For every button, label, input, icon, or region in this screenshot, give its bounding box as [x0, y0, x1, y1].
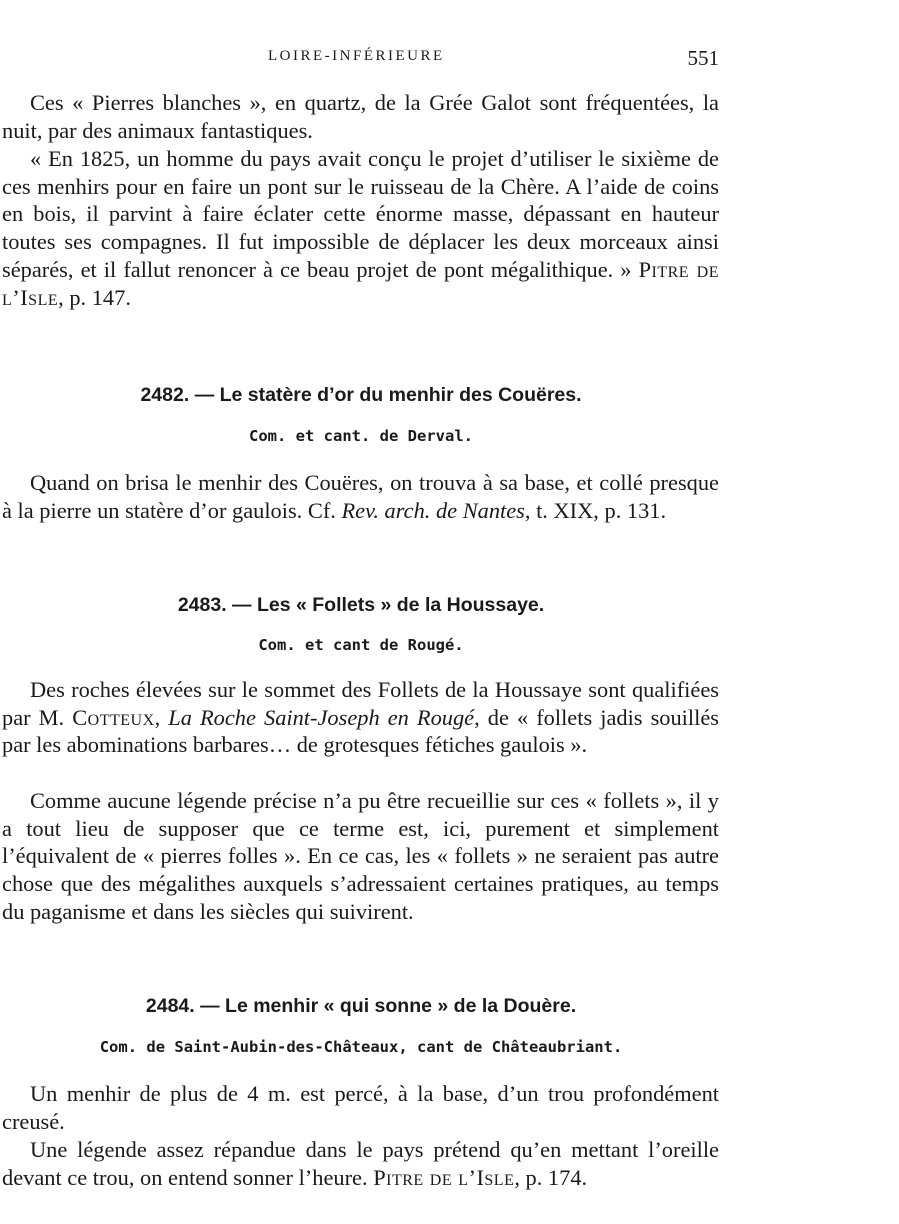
entry-2484-reference: , p. 174.: [514, 1164, 588, 1190]
entry-2484-heading: [0, 995, 722, 1018]
intro-paragraph-1-text: Ces « Pierres blanches », en quartz, de la Grée Galot sont fréquentées, la nuit, par des animaux fantastiques.: [2, 90, 719, 143]
running-head: [0, 46, 899, 74]
entry-title: — Le menhir « qui sonne » de la Douère.: [200, 995, 577, 1017]
entry-2482-paragraph-1: [2, 469, 719, 524]
entry-number: 2482.: [140, 384, 190, 406]
entry-2482-source-title: Rev. arch. de Nantes: [341, 497, 525, 523]
entry-2483-heading: [0, 594, 722, 617]
intro-reference: , p. 147.: [58, 284, 131, 310]
entry-2484-paragraph-2: [2, 1136, 719, 1191]
intro-paragraph-2: [2, 145, 719, 311]
intro-quote-text: « En 1825, un homme du pays avait conçu le projet d’utiliser le sixième de ces menhirs pour en faire un pont sur le ruisseau de la Chère. A l’aide de coins en bois, il parvint à faire éclater cette énorme masse, dépassant en hauteur toutes ses compagnes. Il fut impossible de déplacer les deux morceaux ainsi séparés, et il fallut renoncer à ce beau projet de pont mégalithique. »: [2, 146, 719, 282]
entry-2482-location: Com. et cant. de Derval.: [249, 427, 473, 445]
entry-2484-paragraph-1-text: Un menhir de plus de 4 m. est percé, à la base, d’un trou profondément creusé.: [2, 1081, 719, 1134]
entry-2483-author: Cotteux: [72, 704, 155, 730]
entry-2483-text-a: Des roches élevées sur le sommet des Follets de la Houssaye sont qualifiées par M.: [2, 677, 719, 730]
entry-2484-location: Com. de Saint-Aubin-des-Châteaux, cant de Châteaubriant.: [99, 1038, 623, 1056]
entry-2483-paragraph-1: [2, 676, 719, 759]
entry-2483-paragraph-2: [2, 787, 719, 926]
entry-2483-paragraph-2-text: Comme aucune légende précise n’a pu être recueillie sur ces « follets », il y a tout lieu de supposer que ce terme est, ici, purement et simplement l’équivalent de « pierres folles ». En ce cas, les « follets » ne seraient pas autre chose que des mégalithes auxquels s’adressaient certaines pratiques, au temps du paganisme et dans les siècles qui suivirent.: [2, 788, 719, 924]
intro-paragraph-1: [2, 89, 719, 144]
entry-2482-heading: [0, 384, 722, 407]
entry-2482-text: Quand on brisa le menhir des Couëres, on trouva à sa base, et collé presque à la pierre un statère d’or gaulois. Cf.: [2, 470, 719, 523]
entry-2483-source-title: La Roche Saint-Joseph en Rougé: [168, 704, 475, 730]
entry-2484-paragraph-1: [2, 1080, 719, 1135]
entry-number: 2483.: [177, 594, 227, 616]
entry-2482-reference: , t. XIX, p. 131.: [524, 497, 667, 523]
entry-number: 2484.: [145, 995, 195, 1017]
entry-2483-separator: ,: [154, 704, 169, 730]
entry-2484-author: Pitre de l’Isle: [373, 1164, 515, 1190]
running-head-title: LOIRE-INFÉRIEURE: [268, 48, 445, 64]
entry-title: — Le statère d’or du menhir des Couëres.: [194, 384, 582, 406]
entry-title: — Les « Follets » de la Houssaye.: [232, 594, 545, 616]
entry-2484-text: Une légende assez répandue dans le pays prétend qu’en mettant l’oreille devant ce trou, on entend sonner l’heure.: [2, 1137, 719, 1190]
entry-2483-text-b: , de « follets jadis souillés par les abominations barbares… de grotesques fétiches gaulois ».: [2, 704, 719, 758]
page-number: 551: [687, 46, 719, 70]
intro-author: Pitre de l’Isle: [2, 256, 719, 310]
entry-2483-location: Com. et cant de Rougé.: [258, 636, 464, 654]
